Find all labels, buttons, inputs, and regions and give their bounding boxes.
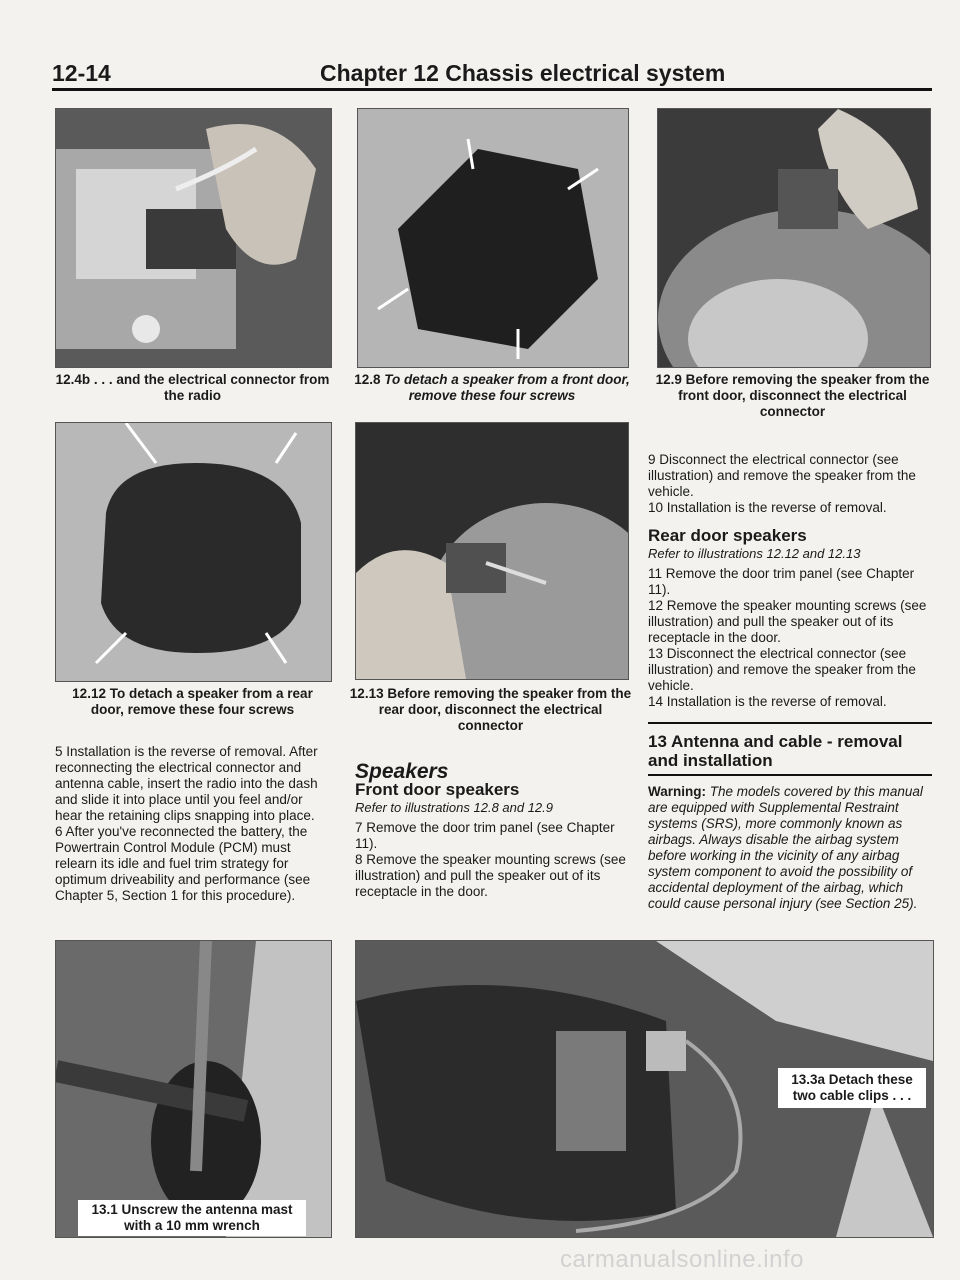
header-rule <box>52 88 932 91</box>
caption-13-3a: 13.3a Detach these two cable clips . . . <box>778 1068 926 1108</box>
photo-12-4b <box>55 108 332 368</box>
caption-13-1: 13.1 Unscrew the antenna mast with a 10 mm wrench <box>78 1200 306 1236</box>
caption-12-12: 12.12 To detach a speaker from a rear door, remove these four screws <box>72 686 313 717</box>
front-door-reference: Refer to illustrations 12.8 and 12.9 <box>355 800 554 815</box>
paragraph-12: 12 Remove the speaker mounting screws (see illustration) and pull the speaker out of its receptacle in the door. <box>648 598 927 645</box>
column-1-text <box>55 744 330 904</box>
paragraph-11: 11 Remove the door trim panel (see Chapter 11). <box>648 566 915 597</box>
photo-13-1 <box>55 940 332 1238</box>
paragraph-6: 6 After you've reconnected the battery, the Powertrain Control Module (PCM) must relearn its idle and fuel trim strategy for optimum driveability and performance (see Chapter 5, Section 1 for this procedure). <box>55 824 311 903</box>
watermark: carmanualsonline.info <box>560 1246 804 1273</box>
paragraph-8: 8 Remove the speaker mounting screws (see illustration) and pull the speaker out of its receptacle in the door. <box>355 852 626 899</box>
front-door-speakers-heading: Front door speakers <box>355 780 520 799</box>
paragraph-9: 9 Disconnect the electrical connector (see illustration) and remove the speaker from the vehicle. <box>648 452 916 499</box>
photo-12-9 <box>657 108 931 368</box>
paragraph-7: 7 Remove the door trim panel (see Chapter 11). <box>355 820 615 851</box>
photo-12-12 <box>55 422 332 682</box>
warning-block <box>648 784 932 912</box>
rear-door-reference: Refer to illustrations 12.12 and 12.13 <box>648 546 861 561</box>
caption-12-13: 12.13 Before removing the speaker from the rear door, disconnect the electrical connector <box>349 686 632 733</box>
warning-label: Warning: <box>648 784 706 799</box>
rear-door-speakers-heading: Rear door speakers <box>648 526 807 545</box>
section-13-bottom-rule <box>648 774 932 776</box>
photo-12-8 <box>357 108 629 368</box>
caption-12-4b: 12.4b . . . and the electrical connector from the radio <box>55 372 330 403</box>
column-2-text <box>355 760 630 900</box>
page-number: 12-14 <box>52 60 111 86</box>
chapter-title: Chapter 12 Chassis electrical system <box>320 60 726 86</box>
paragraph-10: 10 Installation is the reverse of removal. <box>648 500 887 515</box>
photo-12-13 <box>355 422 629 680</box>
caption-12-9: 12.9 Before removing the speaker from the front door, disconnect the electrical connector <box>655 372 930 419</box>
paragraph-5: 5 Installation is the reverse of removal. After reconnecting the electrical connector and antenna cable, insert the radio into the dash and slide it into place until you feel and/or hear the retaining clips snapping into place. <box>55 744 318 823</box>
paragraph-14: 14 Installation is the reverse of removal. <box>648 694 887 709</box>
paragraph-13: 13 Disconnect the electrical connector (see illustration) and remove the speaker from the vehicle. <box>648 646 916 693</box>
column-3-text <box>648 452 932 710</box>
section-13-top-rule <box>648 722 932 724</box>
page-header <box>52 60 726 87</box>
warning-text: The models covered by this manual are equipped with Supplemental Restraint systems (SRS), more commonly known as airbags. Always disable the airbag system before working in the vicinity of any airbag system component to avoid the possibility of accidental deployment of the airbag, which could cause personal injury (see Section 25). <box>648 784 923 911</box>
caption-12-8: 12.8 To detach a speaker from a front door, remove these four screws <box>354 372 630 403</box>
section-13-heading: 13 Antenna and cable - removal and installation <box>648 732 903 770</box>
speakers-heading: Speakers <box>355 760 449 783</box>
